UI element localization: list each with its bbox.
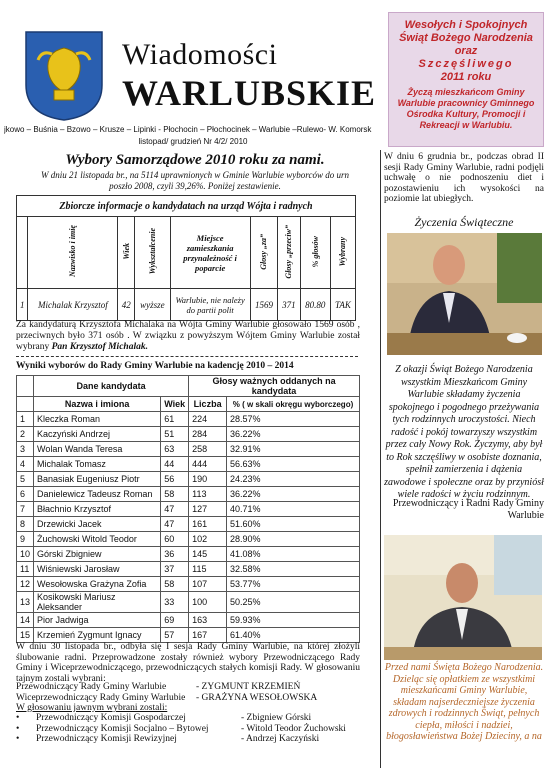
table-row [17,487,360,502]
elected-mayor-name: Pan Krzysztof Michalak. [51,342,148,352]
table-row [17,457,360,472]
cell: Wiśniewski Jarosław [34,562,161,577]
mayor-header [17,217,28,289]
article-title: Wybory Samorządowe 2010 roku za nami. [65,152,325,168]
cell: 28.90% [227,532,360,547]
cell: 56.63% [227,457,360,472]
issue-number: listopad/ grudzień Nr 4/2/ 2010 [138,137,248,146]
cell: 36.22% [227,487,360,502]
cell: 6 [17,487,34,502]
cell: 161 [189,517,227,532]
cell: 3 [17,442,34,457]
cell: 58 [161,577,189,592]
cell: Pior Jadwiga [34,613,161,628]
cell: 145 [189,547,227,562]
cell: 32.58% [227,562,360,577]
cell: 190 [189,472,227,487]
mayor-header: Wybrany [330,217,355,289]
mayor-header: % głosów [300,217,330,289]
table-row [17,442,360,457]
list-item: Wiceprzewodniczący Rady Gminy Warlubie - GRAŻYNA WESOŁOWSKA [16,692,318,703]
cell: 41.08% [227,547,360,562]
cell: 13 [17,592,34,613]
cell: 284 [189,427,227,442]
cell: Wesołowska Grażyna Zofia [34,577,161,592]
cell: 33 [161,592,189,613]
council-header: Wiek [161,397,189,412]
greeting-line: oraz [454,45,478,57]
cell: Danielewicz Tadeusz Roman [34,487,161,502]
council-header: Głosy ważnych oddanych na kandydata [189,376,360,397]
cell: 113 [189,487,227,502]
table-row [17,577,360,592]
list-item: Przewodniczący Rady Gminy Warlubie - ZYGMUNT KRZEMIEŃ [16,682,301,692]
list-item: • Przewodniczący Komisji Socjalno – Bytowej - Witold Teodor Żuchowski [16,723,346,734]
cell: 167 [189,628,227,643]
cell: 47 [161,502,189,517]
greeting-box [388,12,544,147]
cell: 7 [17,502,34,517]
masthead-title: Wiadomości [122,38,278,71]
cell: 371 [278,289,300,321]
cell: 444 [189,457,227,472]
table-row [17,427,360,442]
cell: 1 [17,289,28,321]
cell: Banasiak Eugeniusz Piotr [34,472,161,487]
cell: Wolan Wanda Teresa [34,442,161,457]
cell: Krzemień Zygmunt Ignacy [34,628,161,643]
cell: 11 [17,562,34,577]
committees-intro: W głosowaniu jawnym wybrani zostali: [16,703,168,713]
table-row [17,517,360,532]
cell: 24.23% [227,472,360,487]
mayor-header: Głosy „za” [250,217,278,289]
cell: 14 [17,613,34,628]
cell: 59.93% [227,613,360,628]
masthead-subtitle: WARLUBSKIE [122,73,377,113]
mayor-table [16,195,356,321]
committees-list [16,713,360,745]
cell: Warlubie, nie należy do partii polit [170,289,250,321]
council-table [16,375,360,643]
cell [17,376,34,397]
mayor-header: Głosy „przeciw” [278,217,300,289]
mayor-photo [384,535,542,660]
cell [17,397,34,412]
result-text: Za kandydaturą Krzysztofa Michalaka na Wójta Gminy Warlubie głosowało 1569 osób , przeciwnych było 371 osób . W związku z powyższym Wójtem Gminy Warlubie został wybrany [16,320,360,352]
column-divider [380,150,381,768]
council-title: Wyniki wyborów do Rady Gminy Warlubie na kadencję 2010 – 2014 [16,361,294,371]
cell: 163 [189,613,227,628]
cell: Kaczyński Andrzej [34,427,161,442]
cell: 58 [161,487,189,502]
roles-list [16,682,360,714]
cell: 53.77% [227,577,360,592]
mayor-wishes-text: Przed nami Święta Bożego Narodzenia. Dzieląc się opłatkiem ze wszystkimi mieszkańcami Gminy Warlubie, składam najserdeczniejsze życzenia zdrowych i rodzinnych Świąt, pełnych ciepła, miłości i nadziei, błogosławieństwa Bożej Dzieciny, a na [384,662,544,742]
cell: 224 [189,412,227,427]
cell: 51.60% [227,517,360,532]
council-chairman-photo [387,233,542,355]
greeting-line: Świąt Bożego Narodzenia [399,32,533,44]
list-item: • Przewodniczący Komisji Gospodarczej - Zbigniew Górski [16,713,312,723]
cell: 63 [161,442,189,457]
coat-of-arms-icon [24,30,104,122]
table-row [17,613,360,628]
table-row [17,502,360,517]
council-header: % ( w skali okręgu wyborczego) [227,397,360,412]
cell: 40.71% [227,502,360,517]
cell: 258 [189,442,227,457]
cell: Michalak Tomasz [34,457,161,472]
table-row [17,289,356,321]
mayor-header: Miejsce zamieszkania przynależność i poparcie [170,217,250,289]
session-text: W dniu 30 listopada br., odbyła się I sesja Rady Gminy Warlubie, na której złożyli ślubowanie radni. Przeprowadzone zostały również wybory Przewodniczącego Rady Gminy i Wiceprzewodniczącego, przewodniczących stałych komisji Rady. W głosowaniu tajnym zostali wybrani: [16,642,360,684]
cell: 107 [189,577,227,592]
cell: 61.40% [227,628,360,643]
greeting-signature: Życzą mieszkańcom Gminy Warlubie pracownicy Gminnego Ośrodka Kultury, Promocji i Rekreacji w Warlubiu. [397,87,535,130]
cell: wyższe [135,289,170,321]
table-row [17,412,360,427]
cell: Błachnio Krzysztof [34,502,161,517]
villages-line: jkowo – Buśnia – Bzowo – Krusze – Lipinki - Płochocin – Płochocinek – Warlubie –Rulewo- W. Komorsk [4,125,372,134]
cell: 15 [17,628,34,643]
cell: 57 [161,628,189,643]
cell: 44 [161,457,189,472]
budget-text: W dniu 6 grudnia br., podczas obrad II sesji Rady Gminy Warlubie, radni podjęli uchwałę o nie podnoszeniu diet i pozostawieniu ich wysokości na poziomie lat ubiegłych. [384,152,544,204]
cell: Drzewicki Jacek [34,517,161,532]
wishes-signature: Przewodniczący i Radni Rady Gminy Warlubie [392,498,544,521]
cell: 36.22% [227,427,360,442]
cell: Żuchowski Witold Teodor [34,532,161,547]
mayor-result-text [16,320,360,353]
cell: Kosikowski Mariusz Aleksander [34,592,161,613]
cell: 127 [189,502,227,517]
council-header: Nazwa i imiona [34,397,161,412]
wishes-text: Z okazji Świąt Bożego Narodzenia wszystkim Mieszkańcom Gminy Warlubie składamy życzenia spokojnego i pogodnego przeżywania tych rodzinnych uroczystości. Niech radość i pokój towarzyszy wszystkim przez cały Nowy Rok. Życzymy, aby był to Rok szczęśliwy w osobiste doznania, spełnił zamierzenia i dążenia zawodowe i społeczne oraz by przyniósł wiele radości w życiu rodzinnym. [384,364,544,500]
divider [16,356,358,357]
cell: 36 [161,547,189,562]
mayor-header: Wykształcenie [135,217,170,289]
wishes-title: Życzenia Świąteczne [414,215,514,229]
cell: 51 [161,427,189,442]
table-row [17,547,360,562]
cell: 42 [118,289,135,321]
cell: TAK [330,289,355,321]
list-item: • Przewodniczący Komisji Rewizyjnej - Andrzej Kaczyński [16,734,320,744]
cell: 100 [189,592,227,613]
cell: 8 [17,517,34,532]
cell: 80.80 [300,289,330,321]
cell: 60 [161,532,189,547]
cell: 10 [17,547,34,562]
greeting-line: Wesołych i Spokojnych [404,19,528,31]
cell: 47 [161,517,189,532]
table-row [17,628,360,643]
cell: 50.25% [227,592,360,613]
cell: 56 [161,472,189,487]
cell: Michalak Krzysztof [28,289,118,321]
cell: 1 [17,412,34,427]
cell: 115 [189,562,227,577]
cell: 32.91% [227,442,360,457]
table-row [17,472,360,487]
cell: 9 [17,532,34,547]
cell: 28.57% [227,412,360,427]
council-header: Dane kandydata [34,376,189,397]
cell: 1569 [250,289,278,321]
mayor-header: Wiek [118,217,135,289]
cell: 69 [161,613,189,628]
cell: 102 [189,532,227,547]
cell: 61 [161,412,189,427]
cell: Górski Zbigniew [34,547,161,562]
cell: 5 [17,472,34,487]
mayor-table-caption: Zbiorcze informacje o kandydatach na urząd Wójta i radnych [17,196,356,217]
greeting-line: 2011 roku [440,71,492,83]
article-intro: W dniu 21 listopada br., na 5114 uprawnionych w Gminie Warlubie wyborców do urn poszło 2008, czyli 39,26%. Poniżej zestawienie. [41,170,349,191]
mayor-header: Nazwisko i imię [28,217,118,289]
cell: 4 [17,457,34,472]
table-row [17,562,360,577]
council-header: Liczba [189,397,227,412]
greeting-line: Szczęśliwego [418,58,514,70]
cell: 2 [17,427,34,442]
cell: 37 [161,562,189,577]
table-row [17,532,360,547]
cell: 12 [17,577,34,592]
cell: Kleczka Roman [34,412,161,427]
table-row [17,592,360,613]
